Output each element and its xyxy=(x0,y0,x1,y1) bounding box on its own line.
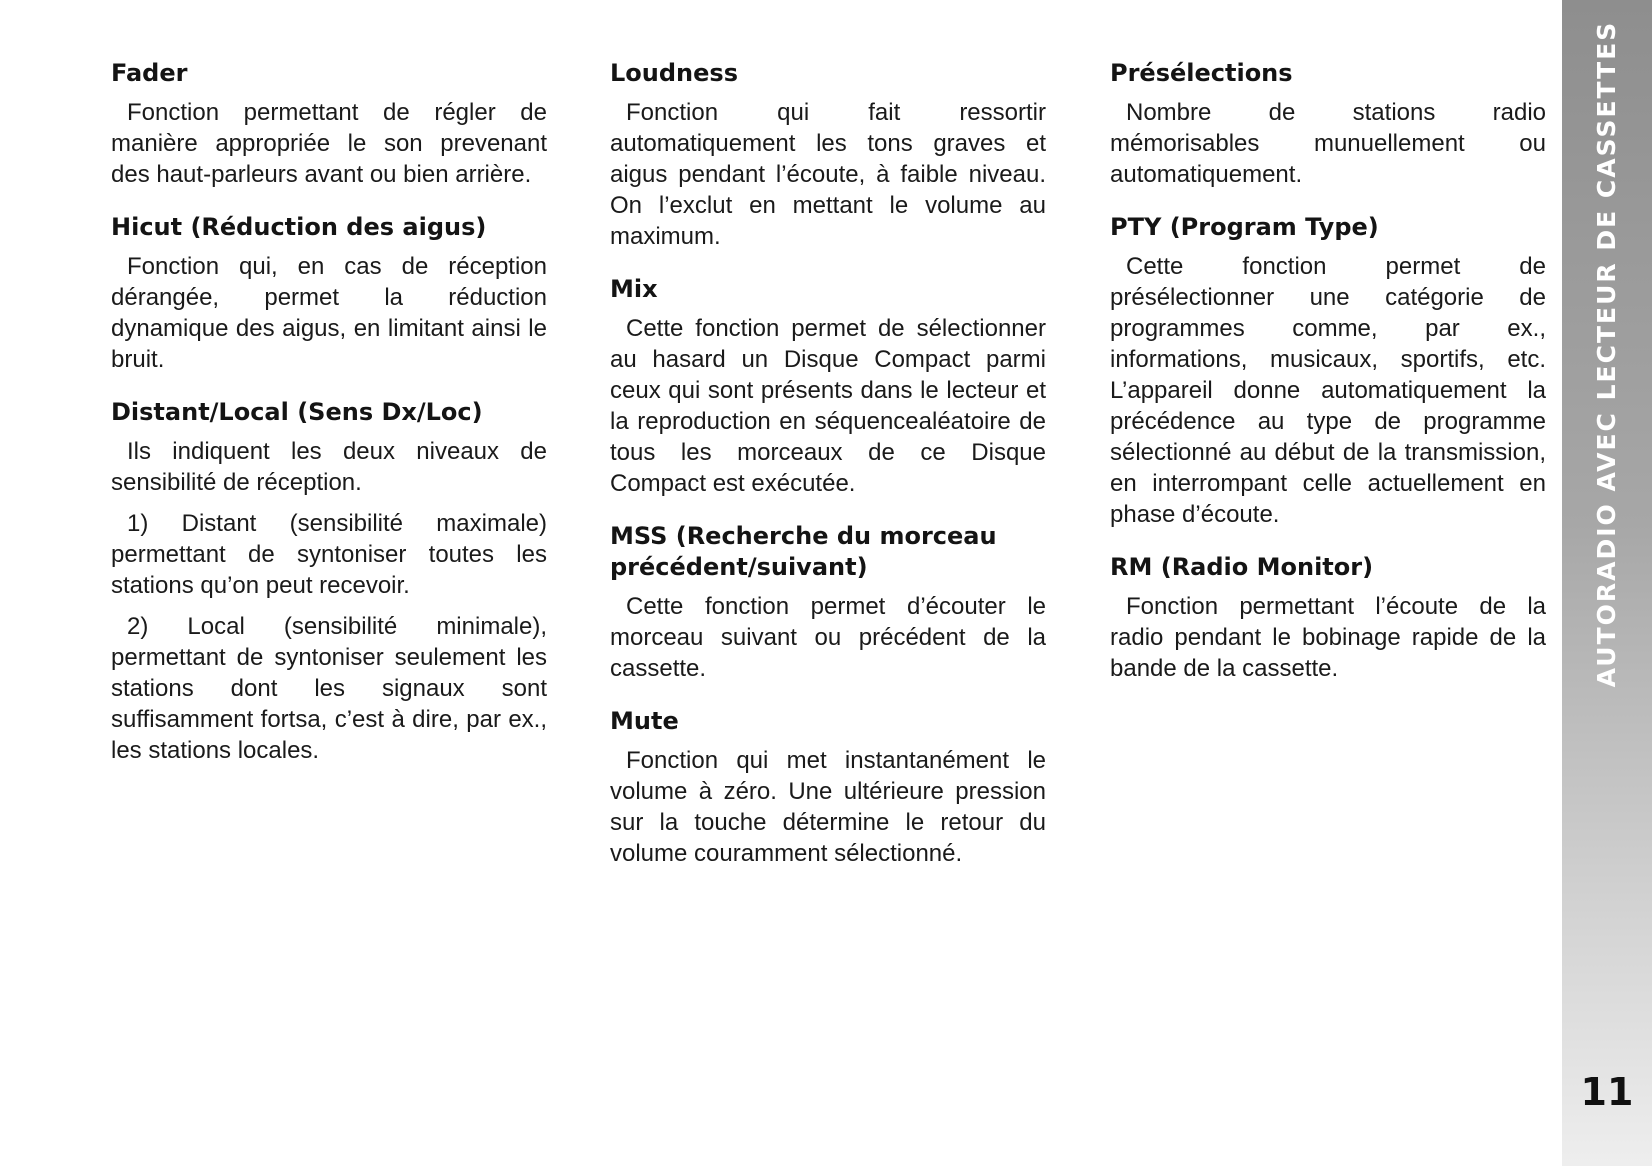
paragraph: Fonction qui met instantanément le volume à zéro. Une ultérieure pression sur la touche détermine le retour du volume couramment sélectionné. xyxy=(610,747,1046,867)
heading-hicut: Hicut (Réduction des aigus) xyxy=(111,213,487,241)
section-distant-local xyxy=(111,397,547,766)
text-column-right xyxy=(1110,58,1546,706)
text-column-left xyxy=(111,58,547,788)
paragraph: Fonction qui fait ressortir automatiquement les tons graves et aigus pendant l’écoute, à faible niveau. On l’exclut en mettant le volume au maximum. xyxy=(610,99,1046,250)
heading-preselections: Présélections xyxy=(1110,59,1293,87)
paragraph: Cette fonction permet d’écouter le morceau suivant ou précédent de la cassette. xyxy=(610,593,1046,682)
section-rm xyxy=(1110,552,1546,684)
heading-pty: PTY (Program Type) xyxy=(1110,213,1379,241)
paragraph: Fonction qui, en cas de réception dérangée, permet la réduction dynamique des aigus, en limitant ainsi le bruit. xyxy=(111,253,547,373)
page-number: 11 xyxy=(1580,1070,1634,1114)
paragraph: Nombre de stations radio mémorisables munuellement ou automatiquement. xyxy=(1110,99,1546,188)
text-column-middle xyxy=(610,58,1046,891)
chapter-sidebar xyxy=(1562,0,1652,1166)
section-mute xyxy=(610,706,1046,869)
heading-mss: MSS (Recherche du morceau précédent/suivant) xyxy=(610,522,997,581)
section-preselections xyxy=(1110,58,1546,190)
paragraph: 2) Local (sensibilité minimale), permettant de syntoniser seulement les stations dont les signaux sont suffisamment fortsa, c’est à dire, par ex., les stations locales. xyxy=(111,613,547,764)
heading-distant-local: Distant/Local (Sens Dx/Loc) xyxy=(111,398,483,426)
section-mix xyxy=(610,274,1046,499)
chapter-title: AUTORADIO AVEC LECTEUR DE CASSETTES xyxy=(1592,20,1621,688)
section-fader xyxy=(111,58,547,190)
section-hicut xyxy=(111,212,547,375)
heading-rm: RM (Radio Monitor) xyxy=(1110,553,1374,581)
paragraph: 1) Distant (sensibilité maximale) permettant de syntoniser toutes les stations qu’on peut recevoir. xyxy=(111,510,547,599)
paragraph: Cette fonction permet de présélectionner une catégorie de programmes comme, par ex., informations, musicaux, sportifs, etc. L’appareil donne automatiquement la précédence au type de programme sélectionné au début de la transmission, en interrompant celle actuellement en phase d’écoute. xyxy=(1110,253,1546,528)
heading-mix: Mix xyxy=(610,275,658,303)
paragraph: Cette fonction permet de sélectionner au hasard un Disque Compact parmi ceux qui sont présents dans le lecteur et la reproduction en séquencealéatoire de tous les morceaux de ce Disque Compact est exécutée. xyxy=(610,315,1046,497)
heading-loudness: Loudness xyxy=(610,59,738,87)
heading-fader: Fader xyxy=(111,59,188,87)
paragraph: Ils indiquent les deux niveaux de sensibilité de réception. xyxy=(111,438,547,496)
paragraph: Fonction permettant de régler de manière appropriée le son prevenant des haut-parleurs avant ou bien arrière. xyxy=(111,99,547,188)
section-mss xyxy=(610,521,1046,684)
section-loudness xyxy=(610,58,1046,252)
paragraph: Fonction permettant l’écoute de la radio pendant le bobinage rapide de la bande de la cassette. xyxy=(1110,593,1546,682)
section-pty xyxy=(1110,212,1546,530)
heading-mute: Mute xyxy=(610,707,679,735)
